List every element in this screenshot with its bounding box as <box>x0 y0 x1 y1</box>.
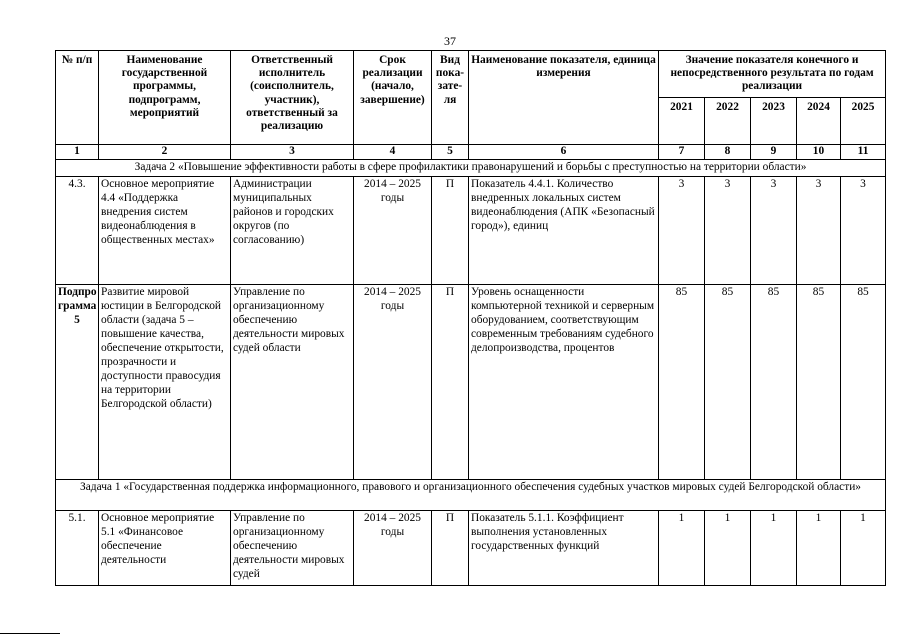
row-value: 1 <box>841 511 886 586</box>
header-values-group: Значение показателя конечного и непосредственного результата по годам реализации <box>659 51 886 98</box>
header-year: 2024 <box>797 98 841 145</box>
task-2-heading: Задача 2 «Повышение эффективности работы в сфере профилактики правонарушений и борьбы с преступностью на территории области» <box>56 160 886 177</box>
row-num: Подпро грамма 5 <box>56 285 99 480</box>
row-value: 1 <box>705 511 751 586</box>
column-number: 8 <box>705 145 751 160</box>
row-num: 5.1. <box>56 511 99 586</box>
header-term: Срок реализации (начало, завершение) <box>354 51 432 145</box>
column-number: 4 <box>354 145 432 160</box>
header-year: 2021 <box>659 98 705 145</box>
row-value: 3 <box>841 177 886 285</box>
row-value: 1 <box>797 511 841 586</box>
row-name: Развитие мировой юстиции в Белгородской области (задача 5 – повышение качества, обеспечение открытости, прозрачности и доступности правосудия на территории Белгородской области) <box>99 285 231 480</box>
column-number: 2 <box>99 145 231 160</box>
header-year: 2023 <box>751 98 797 145</box>
row-num: 4.3. <box>56 177 99 285</box>
header-year: 2025 <box>841 98 886 145</box>
row-type: П <box>432 177 469 285</box>
row-indicator: Уровень оснащенности компьютерной техникой и серверным оборудованием, соответствующим современным требованиям судебного делопроизводства, процентов <box>469 285 659 480</box>
column-number: 5 <box>432 145 469 160</box>
column-number: 3 <box>231 145 354 160</box>
row-type: П <box>432 511 469 586</box>
row-executor: Управление по организационному обеспечению деятельности мировых судей области <box>231 285 354 480</box>
row-indicator: Показатель 5.1.1. Коэффициент выполнения установленных государственных функций <box>469 511 659 586</box>
row-term: 2014 – 2025 годы <box>354 177 432 285</box>
row-value: 3 <box>705 177 751 285</box>
row-executor: Администрации муниципальных районов и городских округов (по согласованию) <box>231 177 354 285</box>
page-number: 37 <box>444 34 456 48</box>
header-type: Вид пока-зате-ля <box>432 51 469 145</box>
footer-rule <box>0 633 60 634</box>
header-executor: Ответственный исполнитель (соисполнитель, участник), ответственный за реализацию <box>231 51 354 145</box>
row-name: Основное мероприятие 5.1 «Финансовое обеспечение деятельности <box>99 511 231 586</box>
header-year: 2022 <box>705 98 751 145</box>
column-numbers-row <box>56 145 886 160</box>
row-value: 85 <box>841 285 886 480</box>
row-term: 2014 – 2025 годы <box>354 285 432 480</box>
table-row <box>56 285 886 480</box>
header-indicator: Наименование показателя, единица измерения <box>469 51 659 145</box>
row-executor: Управление по организационному обеспечению деятельности мировых судей <box>231 511 354 586</box>
table-row <box>56 511 886 586</box>
row-value: 85 <box>797 285 841 480</box>
row-value: 85 <box>751 285 797 480</box>
column-number: 10 <box>797 145 841 160</box>
task-1-heading: Задача 1 «Государственная поддержка информационного, правового и организационного обеспечения судебных участков мировых судей Белгородской области» <box>56 480 886 511</box>
column-number: 6 <box>469 145 659 160</box>
row-indicator: Показатель 4.4.1. Количество внедренных локальных систем видеонаблюдения (АПК «Безопасный город»), единиц <box>469 177 659 285</box>
row-name: Основное мероприятие 4.4 «Поддержка внедрения систем видеонаблюдения в общественных местах» <box>99 177 231 285</box>
row-value: 3 <box>751 177 797 285</box>
header-name: Наименование государственной программы, подпрограмм, мероприятий <box>99 51 231 145</box>
column-number: 11 <box>841 145 886 160</box>
table-row <box>56 177 886 285</box>
column-number: 1 <box>56 145 99 160</box>
header-num: № п/п <box>56 51 99 145</box>
program-table <box>55 50 886 586</box>
row-value: 3 <box>659 177 705 285</box>
column-number: 7 <box>659 145 705 160</box>
row-value: 85 <box>659 285 705 480</box>
row-type: П <box>432 285 469 480</box>
row-value: 1 <box>751 511 797 586</box>
row-value: 85 <box>705 285 751 480</box>
column-number: 9 <box>751 145 797 160</box>
row-value: 1 <box>659 511 705 586</box>
row-value: 3 <box>797 177 841 285</box>
row-term: 2014 – 2025 годы <box>354 511 432 586</box>
